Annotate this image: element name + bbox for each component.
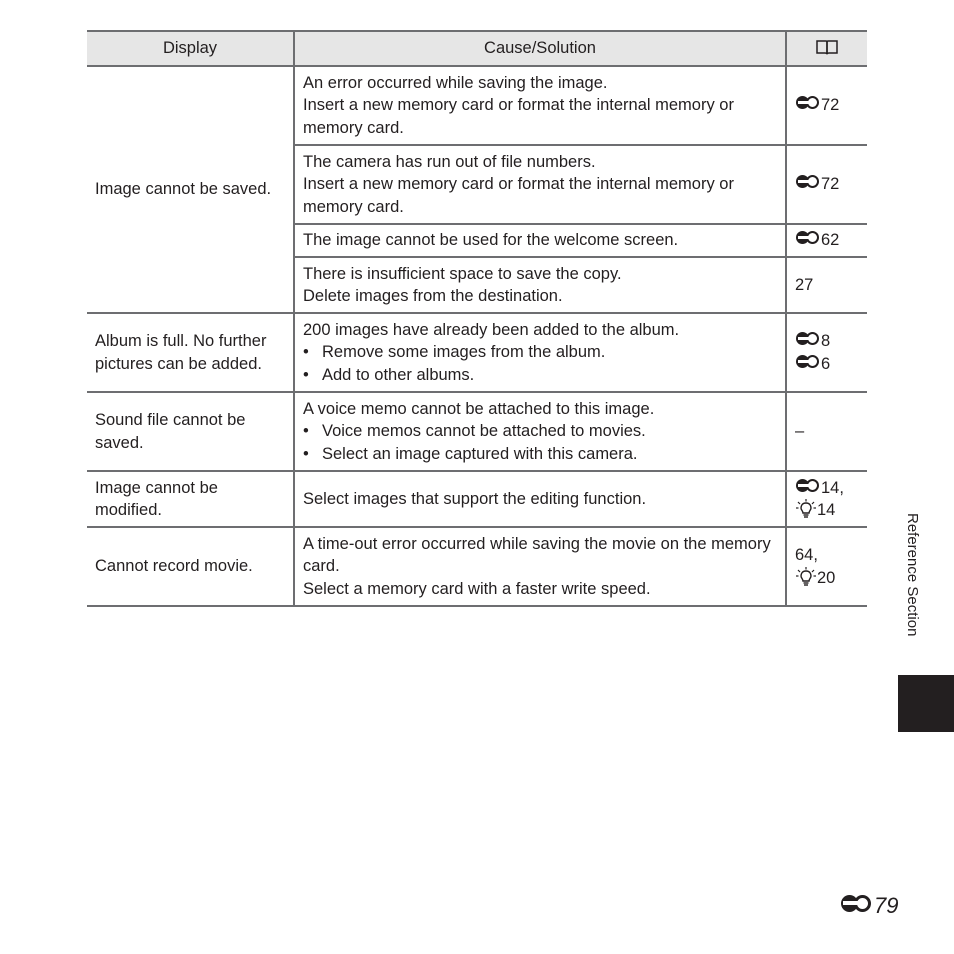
section-label: Reference Section xyxy=(904,513,921,637)
page-reference xyxy=(795,567,860,590)
reference-cell xyxy=(786,66,867,145)
reference-page: 20 xyxy=(817,568,836,587)
display-cell: Image cannot be saved. xyxy=(87,66,294,313)
reference-cell xyxy=(786,392,867,471)
cause-line: Select a memory card with a faster write speed. xyxy=(303,579,651,598)
page-number xyxy=(840,893,898,919)
page-reference xyxy=(795,173,860,196)
cause-cell xyxy=(294,471,786,527)
table-header-row xyxy=(87,31,867,66)
header-reference xyxy=(786,31,867,66)
cause-cell xyxy=(294,392,786,471)
e-reference-icon xyxy=(795,331,821,348)
table-row xyxy=(87,66,867,145)
bullet-text: Add to other albums. xyxy=(322,365,475,384)
page-reference xyxy=(795,94,860,117)
bulb-icon xyxy=(795,499,817,519)
reference-cell xyxy=(786,527,867,606)
reference-page: 62 xyxy=(821,231,840,250)
reference-cell xyxy=(786,471,867,527)
cause-line: Insert a new memory card or format the internal memory or memory card. xyxy=(303,175,734,216)
bullet-item: • Select an image captured with this camera. xyxy=(303,444,638,463)
cause-cell xyxy=(294,145,786,224)
reference-cell xyxy=(786,224,867,257)
header-display: Display xyxy=(87,31,294,66)
display-cell: Image cannot be modified. xyxy=(87,471,294,527)
e-reference-icon xyxy=(840,893,874,915)
table-row xyxy=(87,313,867,392)
header-cause-solution: Cause/Solution xyxy=(294,31,786,66)
display-cell: Album is full. No further pictures can be added. xyxy=(87,313,294,392)
cause-cell xyxy=(294,66,786,145)
e-reference-icon xyxy=(795,95,821,112)
cause-line: A time-out error occurred while saving the movie on the memory card. xyxy=(303,534,771,576)
bullet-text: Remove some images from the album. xyxy=(322,343,606,362)
cause-line: Delete images from the destination. xyxy=(303,287,563,305)
page-reference xyxy=(795,330,860,353)
cause-line: Insert a new memory card or format the internal memory or memory card. xyxy=(303,96,734,137)
book-icon xyxy=(816,39,838,56)
table-row xyxy=(87,392,867,471)
display-cell: Sound file cannot be saved. xyxy=(87,392,294,471)
reference-page: 72 xyxy=(821,96,840,115)
bullet-item: • Add to other albums. xyxy=(303,365,475,384)
reference-page: 14, xyxy=(821,478,844,497)
reference-page: 64, xyxy=(795,546,818,564)
e-reference-icon xyxy=(795,174,821,191)
display-cell: Cannot record movie. xyxy=(87,527,294,606)
cause-cell xyxy=(294,527,786,606)
reference-page: – xyxy=(795,422,805,441)
cause-line: There is insufficient space to save the copy. xyxy=(303,264,622,283)
page-reference xyxy=(795,477,860,500)
e-reference-icon xyxy=(795,354,821,371)
cause-line: 200 images have already been added to the album. xyxy=(303,320,680,339)
bullet-item: • Remove some images from the album. xyxy=(303,343,606,362)
reference-page: 27 xyxy=(795,275,814,294)
e-reference-icon xyxy=(795,230,821,247)
cause-line: A voice memo cannot be attached to this image. xyxy=(303,399,655,418)
bullet-item: • Voice memos cannot be attached to movies. xyxy=(303,422,646,441)
page-reference xyxy=(795,499,860,522)
reference-page: 14 xyxy=(817,501,836,519)
cause-cell xyxy=(294,313,786,392)
cause-line: An error occurred while saving the image. xyxy=(303,73,608,92)
reference-page: 72 xyxy=(821,175,840,194)
page-reference xyxy=(795,353,860,376)
reference-cell xyxy=(786,257,867,313)
table-row xyxy=(87,471,867,527)
section-tab-marker xyxy=(898,675,954,732)
bulb-icon xyxy=(795,567,817,587)
cause-line: Select images that support the editing function. xyxy=(303,489,647,508)
cause-cell xyxy=(294,224,786,257)
troubleshooting-table xyxy=(87,30,867,607)
reference-cell xyxy=(786,313,867,392)
reference-page: 8 xyxy=(821,332,831,350)
e-reference-icon xyxy=(795,478,821,495)
page-reference xyxy=(795,229,860,252)
bullet-text: Select an image captured with this camera. xyxy=(322,444,638,463)
bullet-text: Voice memos cannot be attached to movies. xyxy=(322,422,646,441)
reference-cell xyxy=(786,145,867,224)
cause-line: The image cannot be used for the welcome screen. xyxy=(303,231,679,250)
page-number-text: 79 xyxy=(874,893,899,918)
table-row xyxy=(87,527,867,606)
reference-page: 6 xyxy=(821,354,831,373)
cause-line: The camera has run out of file numbers. xyxy=(303,152,596,171)
cause-cell xyxy=(294,257,786,313)
